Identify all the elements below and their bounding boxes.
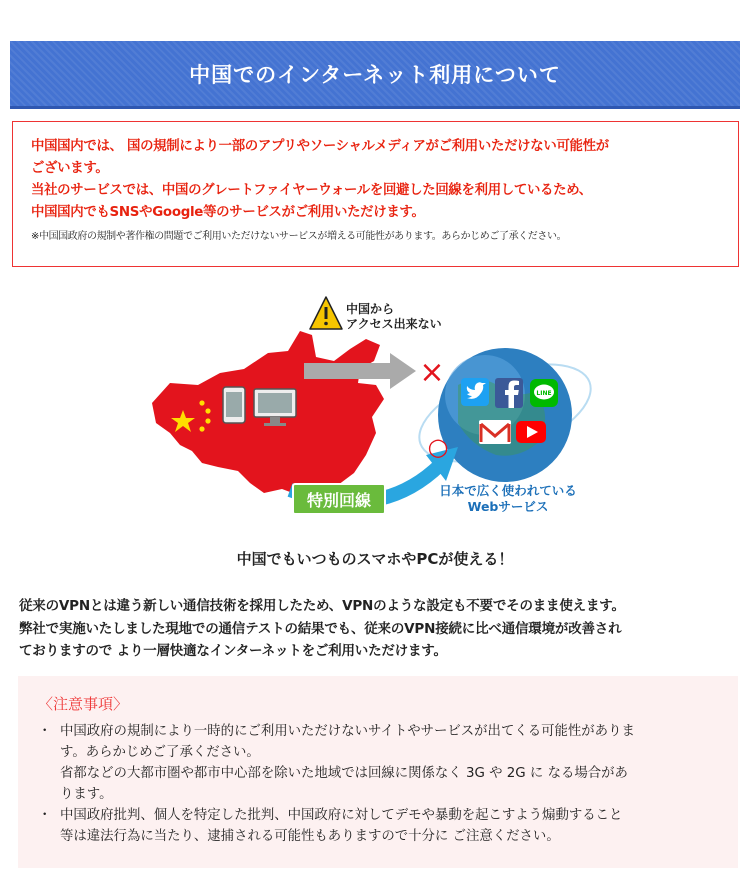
ok-mark: ○: [427, 433, 449, 461]
bullet: ・: [38, 808, 52, 823]
notice-line: ございます。: [31, 161, 109, 176]
caution-list: [38, 721, 722, 847]
youtube-icon: [516, 421, 546, 443]
caution-line: 省都などの大都市圏や都市中心部を除いた地域では回線に関係なく 3G や 2G に なる場合があ: [60, 766, 628, 781]
svg-text:LINE: LINE: [536, 390, 552, 397]
notice-line: 中国国内では、 国の規制により一部のアプリやソーシャルメディアがご利用いただけない可能性が: [31, 139, 609, 154]
gmail-icon: [479, 420, 511, 444]
special-line-label: 特別回線: [306, 491, 372, 510]
china-access-diagram: [140, 295, 610, 525]
smartphone-icon: [223, 387, 245, 423]
notice-line: 当社のサービスでは、中国のグレートファイヤーウォールを回避した回線を利用しているため、: [31, 183, 592, 198]
description-line: ておりますので より一層快適なインターネットをご利用いただけます。: [19, 643, 447, 659]
description-line: 弊社で実施いたしました現地での通信テストの結果でも、従来のVPN接続に比べ通信環境が改善され: [19, 620, 622, 637]
diagram-caption: 中国でもいつものスマホやPCが使える！: [236, 550, 514, 568]
warning-label-2: アクセス出来ない: [346, 317, 442, 331]
notice-box: [12, 121, 739, 267]
warning-label-1: 中国から: [346, 302, 395, 316]
web-service-label-2: Webサービス: [467, 499, 549, 514]
caution-box: [18, 676, 738, 868]
description-line: 従来のVPNとは違う新しい通信技術を採用したため、VPNのような設定も不要でそのまま使えます。: [19, 598, 625, 614]
caution-line: 中国政府批判、個人を特定した批判、中国政府に対してデモや暴動を起こすよう煽動すること: [60, 808, 623, 823]
notice-footnote: ※中国国政府の規制や著作権の問題でご利用いただけないサービスが増える可能性があります。あらかじめご了承ください。: [31, 231, 567, 242]
warning-icon: [310, 297, 342, 329]
caution-title: 〈注意事項〉: [38, 695, 129, 713]
line-icon: [530, 379, 558, 407]
caution-line: 中国政府の規制により一時的にご利用いただけないサイトやサービスが出てくる可能性がありま: [60, 724, 635, 739]
blocked-mark: ×: [419, 355, 445, 390]
caution-line: ります。: [60, 787, 113, 802]
description: [19, 595, 744, 663]
caution-item: [38, 805, 722, 847]
web-service-label-1: 日本で広く使われている: [439, 483, 577, 498]
caution-item: [38, 721, 722, 805]
title-banner: [10, 41, 740, 109]
page-title: 中国でのインターネット利用について: [189, 62, 561, 87]
caution-line: す。あらかじめご了承ください。: [60, 745, 260, 760]
notice-line: 中国国内でもSNSやGoogle等のサービスがご利用いただけます。: [31, 205, 425, 220]
caution-line: 等は違法行為に当たり、逮捕される可能性もありますので十分に ご注意ください。: [60, 829, 560, 844]
facebook-icon: [495, 378, 523, 408]
bullet: ・: [38, 724, 52, 739]
twitter-icon: [461, 378, 489, 406]
